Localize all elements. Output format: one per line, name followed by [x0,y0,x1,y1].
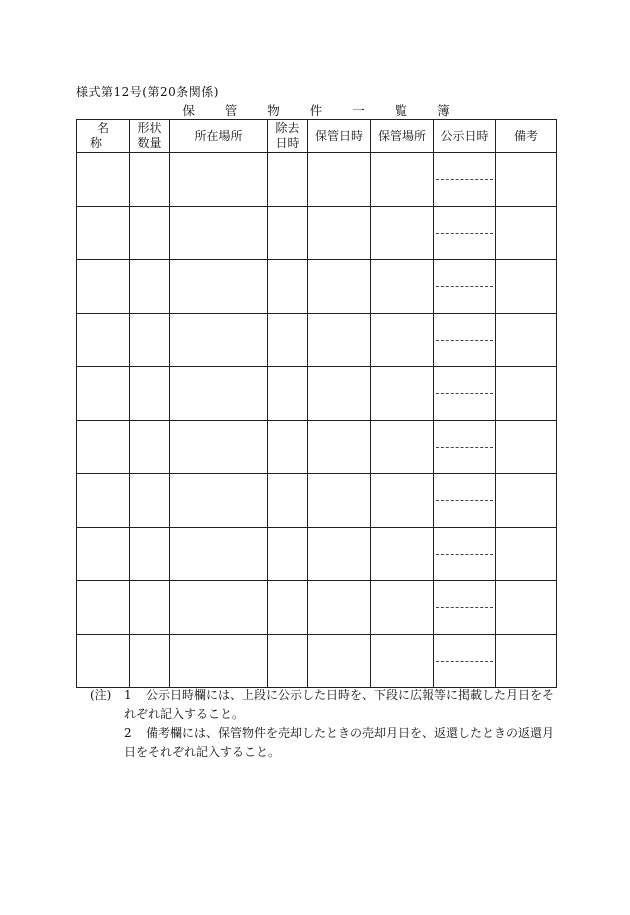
remarks-cell[interactable] [496,313,557,367]
storage-place-cell[interactable] [371,527,434,581]
notice-date-divider [436,393,493,394]
header-removal-date: 除去 日時 [268,120,308,153]
table-row [77,260,557,314]
notice-date-cell[interactable] [434,420,496,474]
notice-date-divider [436,500,493,501]
name-cell[interactable] [77,206,130,260]
notice-date-cell[interactable] [434,260,496,314]
storage-date-cell[interactable] [308,474,371,528]
storage-date-cell[interactable] [308,420,371,474]
table-row [77,474,557,528]
table-row [77,420,557,474]
note-text-continued: 日をそれぞれ記入すること。 [124,745,281,759]
location-cell[interactable] [170,634,268,688]
removal-date-cell[interactable] [268,367,308,421]
notice-date-divider [436,286,493,287]
location-cell[interactable] [170,527,268,581]
storage-date-cell[interactable] [308,153,371,207]
notes-prefix: (注) [90,688,112,702]
table-row [77,153,557,207]
removal-date-cell[interactable] [268,527,308,581]
document-title: 保 管 物 件 一 覧 簿 [182,103,463,118]
shape-quantity-cell[interactable] [130,153,170,207]
location-cell[interactable] [170,153,268,207]
name-cell[interactable] [77,153,130,207]
header-notice-date: 公示日時 [434,120,496,153]
notice-date-cell[interactable] [434,581,496,635]
notice-date-divider [436,340,493,341]
notice-date-cell[interactable] [434,527,496,581]
remarks-cell[interactable] [496,420,557,474]
table-row [77,581,557,635]
storage-place-cell[interactable] [371,367,434,421]
note-item [76,686,566,705]
storage-date-cell[interactable] [308,260,371,314]
header-shape-quantity: 形状 数量 [130,120,170,153]
remarks-cell[interactable] [496,581,557,635]
name-cell[interactable] [77,474,130,528]
shape-quantity-cell[interactable] [130,474,170,528]
name-cell[interactable] [77,527,130,581]
notice-date-divider [436,233,493,234]
table-row [77,313,557,367]
notice-date-cell[interactable] [434,474,496,528]
remarks-cell[interactable] [496,474,557,528]
note-number: 2 [124,726,132,740]
notice-date-divider [436,447,493,448]
table-row [77,367,557,421]
storage-place-cell[interactable] [371,153,434,207]
notice-date-cell[interactable] [434,153,496,207]
location-cell[interactable] [170,474,268,528]
notice-date-cell[interactable] [434,367,496,421]
table-row [77,634,557,688]
name-cell[interactable] [77,581,130,635]
header-remarks: 備考 [496,120,557,153]
name-cell[interactable] [77,420,130,474]
removal-date-cell[interactable] [268,206,308,260]
notice-date-divider [436,179,493,180]
storage-date-cell[interactable] [308,581,371,635]
shape-quantity-cell[interactable] [130,420,170,474]
name-cell[interactable] [77,634,130,688]
note-text: 備考欄には、保管物件を売却したときの売却月日を、返還したときの返還月 [146,726,555,740]
location-cell[interactable] [170,206,268,260]
notice-date-cell[interactable] [434,634,496,688]
location-cell[interactable] [170,260,268,314]
storage-place-cell[interactable] [371,260,434,314]
storage-place-cell[interactable] [371,206,434,260]
notes-section [76,686,566,762]
removal-date-cell[interactable] [268,153,308,207]
table-row [77,527,557,581]
storage-date-cell[interactable] [308,313,371,367]
remarks-cell[interactable] [496,153,557,207]
shape-quantity-cell[interactable] [130,206,170,260]
removal-date-cell[interactable] [268,634,308,688]
note-number: 1 [124,688,132,702]
storage-place-cell[interactable] [371,634,434,688]
table-header-row [77,120,557,153]
shape-quantity-cell[interactable] [130,367,170,421]
header-storage-date: 保管日時 [308,120,371,153]
shape-quantity-cell[interactable] [130,313,170,367]
remarks-cell[interactable] [496,260,557,314]
storage-date-cell[interactable] [308,634,371,688]
header-storage-place: 保管場所 [371,120,434,153]
note-item [76,724,566,743]
location-cell[interactable] [170,367,268,421]
remarks-cell[interactable] [496,527,557,581]
remarks-cell[interactable] [496,367,557,421]
header-location: 所在場所 [170,120,268,153]
storage-place-cell[interactable] [371,474,434,528]
storage-place-cell[interactable] [371,581,434,635]
location-cell[interactable] [170,420,268,474]
header-name: 名 称 [77,120,130,153]
shape-quantity-cell[interactable] [130,634,170,688]
removal-date-cell[interactable] [268,313,308,367]
note-text: 公示日時欄には、上段に公示した日時を、下段に広報等に掲載した月日をそ [146,688,555,702]
name-cell[interactable] [77,260,130,314]
form-number: 様式第12号(第20条関係) [76,85,219,99]
shape-quantity-cell[interactable] [130,581,170,635]
table-row [77,206,557,260]
storage-place-cell[interactable] [371,313,434,367]
removal-date-cell[interactable] [268,260,308,314]
storage-register-table [76,119,557,688]
storage-date-cell[interactable] [308,527,371,581]
notice-date-cell[interactable] [434,313,496,367]
notice-date-divider [436,661,493,662]
remarks-cell[interactable] [496,206,557,260]
removal-date-cell[interactable] [268,474,308,528]
removal-date-cell[interactable] [268,420,308,474]
storage-date-cell[interactable] [308,206,371,260]
storage-place-cell[interactable] [371,420,434,474]
removal-date-cell[interactable] [268,581,308,635]
storage-date-cell[interactable] [308,367,371,421]
remarks-cell[interactable] [496,634,557,688]
shape-quantity-cell[interactable] [130,260,170,314]
name-cell[interactable] [77,367,130,421]
shape-quantity-cell[interactable] [130,527,170,581]
location-cell[interactable] [170,581,268,635]
note-text-continued: れぞれ記入すること。 [124,707,245,721]
location-cell[interactable] [170,313,268,367]
name-cell[interactable] [77,313,130,367]
notice-date-divider [436,554,493,555]
notice-date-cell[interactable] [434,206,496,260]
notice-date-divider [436,607,493,608]
